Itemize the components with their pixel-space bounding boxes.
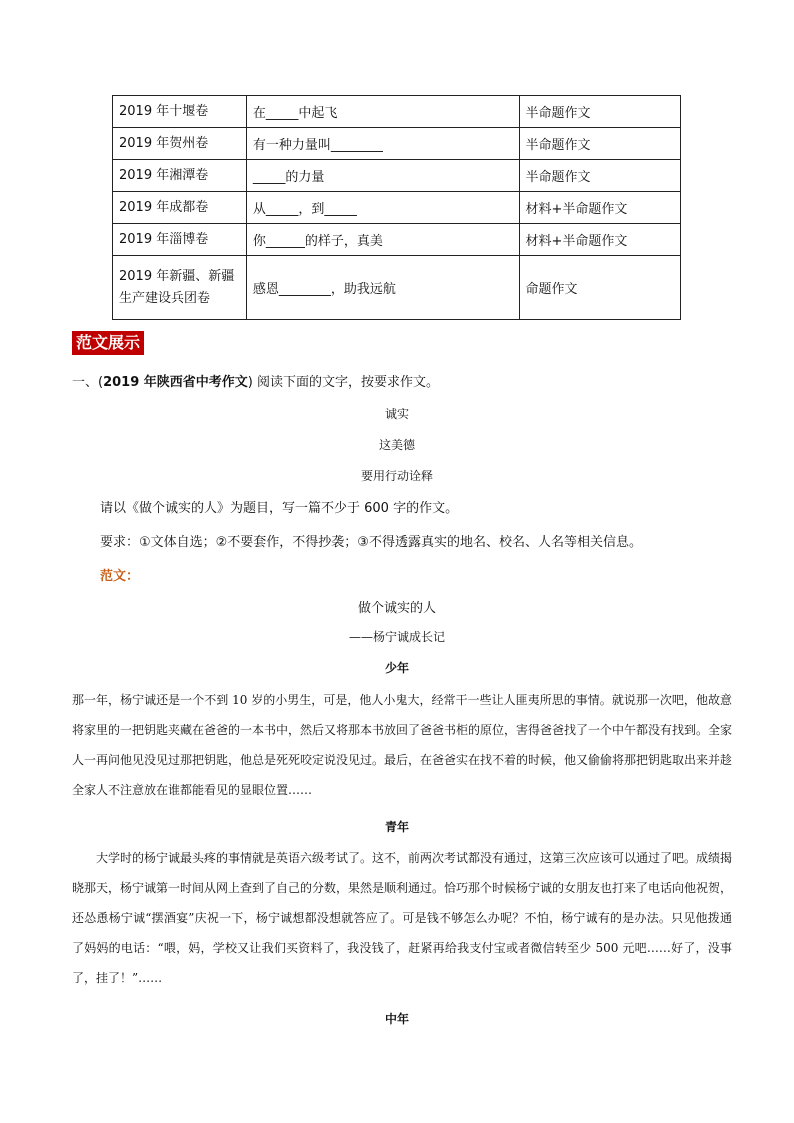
question-line xyxy=(72,371,439,390)
table-cell-type: 半命题作文 xyxy=(519,96,681,128)
table-cell-topic: 你______的样子，真美 xyxy=(246,224,519,256)
question-prefix: 一、( xyxy=(72,375,104,390)
table-cell-type: 半命题作文 xyxy=(519,128,681,160)
requirement-text: 要求：①文体自选；②不要套作，不得抄袭；③不得透露真实的地名、校名、人名等相关信息。 xyxy=(100,535,642,550)
source-line: 2019 年新疆、新疆 xyxy=(119,268,235,284)
source-line: 生产建设兵团卷 xyxy=(119,290,211,306)
table-cell-type: 材料+半命题作文 xyxy=(519,192,681,224)
table-row xyxy=(113,96,681,128)
section-heading: 中年 xyxy=(384,1012,409,1026)
table-cell-topic: 从_____，到_____ xyxy=(246,192,519,224)
essay-title: 做个诚实的人 xyxy=(357,601,436,616)
table-cell-source: 2019 年成都卷 xyxy=(113,192,247,224)
table-cell-topic: 在_____中起飞 xyxy=(246,96,519,128)
requirement-text: 请以《做个诚实的人》为题目，写一篇不少于 600 字的作文。 xyxy=(100,501,459,516)
question-source: 2019 年陕西省中考作文 xyxy=(103,375,248,390)
table-row xyxy=(113,192,681,224)
table-cell-topic: 感恩________，助我远航 xyxy=(246,256,519,320)
essay-paragraph: 那一年，杨宁诚还是一个不到 10 岁的小男生，可是，他人小鬼大，经常干一些让人匪夷所思的事情。就说那一次吧，他故意将家里的一把钥匙夹藏在爸爸的一本书中，然后又将那本书放回了爸爸书柜的原位，害得爸爸找了一个中午都没有找到。全家人一再问他见没见过那把钥匙，他总是死死咬定说没见过。最后，在爸爸实在找不着的时候，他又偷偷将那把钥匙取出来并趁全家人不注意放在谁都能看见的显眼位置…… xyxy=(72,693,733,797)
table-cell-source: 2019 年湘潭卷 xyxy=(113,160,247,192)
section-heading: 少年 xyxy=(384,661,409,675)
table-row xyxy=(113,128,681,160)
table-cell-topic: 有一种力量叫________ xyxy=(246,128,519,160)
question-suffix: ) 阅读下面的文字，按要求作文。 xyxy=(247,375,440,390)
essay-paragraph: 大学时的杨宁诚最头疼的事情就是英语六级考试了。这不，前两次考试都没有通过，这第三次应该可以通过了吧。成绩揭晓那天，杨宁诚第一时间从网上查到了自己的分数，果然是顺利通过。恰巧那个时候杨宁诚的女朋友也打来了电话向他祝贺，还怂恿杨宁诚“摆酒宴”庆祝一下，杨宁诚想都没想就答应了。可是钱不够怎么办呢？不怕，杨宁诚有的是办法。只见他拨通了妈妈的电话：“喂，妈，学校又让我们买资料了，我没钱了，赶紧再给我支付宝或者微信转至少 500 元吧……好了，没事了，挂了！”…… xyxy=(72,851,733,985)
table-row xyxy=(113,256,681,320)
table-cell-source: 2019 年贺州卷 xyxy=(113,128,247,160)
section-heading: 青年 xyxy=(384,820,409,834)
poem-line: 这美德 xyxy=(378,438,415,452)
table-cell-type: 材料+半命题作文 xyxy=(519,224,681,256)
sample-label: 范文： xyxy=(100,569,140,584)
table-cell-source: 2019 年十堰卷 xyxy=(113,96,247,128)
essay-subtitle: ——杨宁诚成长记 xyxy=(348,630,445,644)
poem-line: 要用行动诠释 xyxy=(360,469,433,483)
exam-topic-table xyxy=(112,95,681,320)
table-cell-type: 半命题作文 xyxy=(519,160,681,192)
table-cell-source xyxy=(113,256,247,320)
section-tag: 范文展示 xyxy=(72,331,144,355)
table-cell-topic: _____的力量 xyxy=(246,160,519,192)
table-row xyxy=(113,160,681,192)
poem-line: 诚实 xyxy=(384,407,409,421)
table-cell-type: 命题作文 xyxy=(519,256,681,320)
table-row xyxy=(113,224,681,256)
table-cell-source: 2019 年淄博卷 xyxy=(113,224,247,256)
